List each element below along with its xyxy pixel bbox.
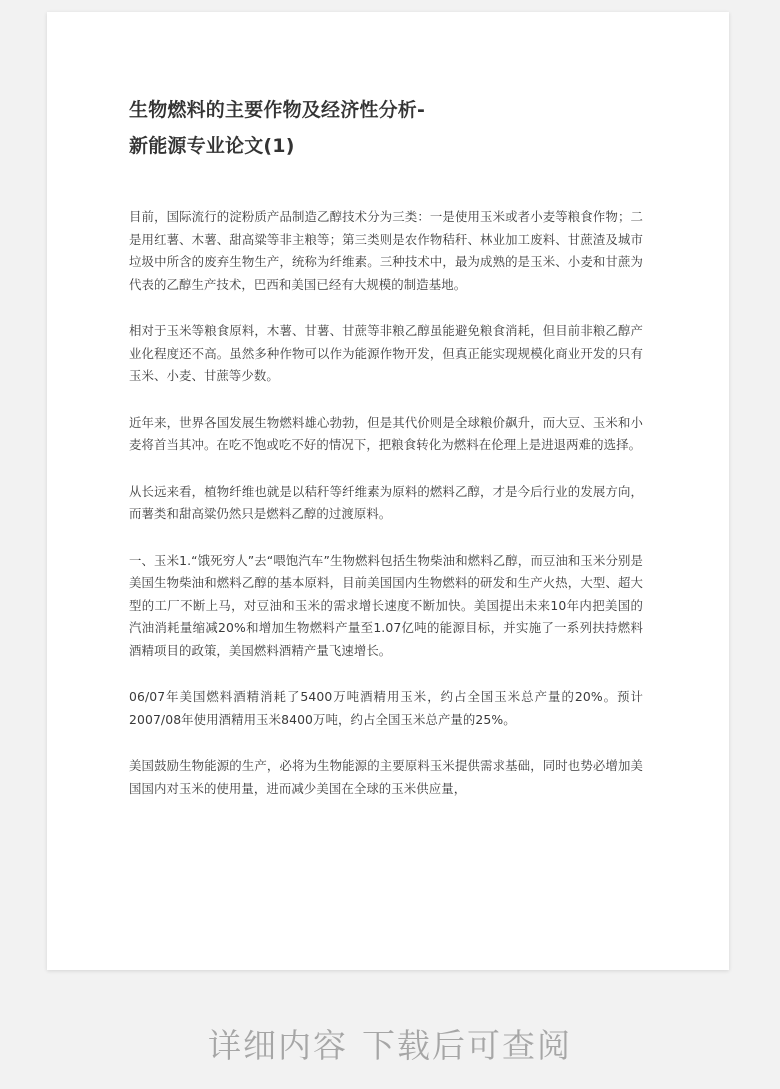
paragraph-3: 近年来，世界各国发展生物燃料雄心勃勃，但是其代价则是全球粮价飙升，而大豆、玉米和小麦将首当其冲。在吃不饱或吃不好的情况下，把粮食转化为燃料在伦理上是进退两难的选择。 [129,414,643,452]
title-line-2: 新能源专业论文(1) [129,135,295,157]
paragraph-7: 美国鼓励生物能源的生产，必将为生物能源的主要原料玉米提供需求基础，同时也势必增加美国国内对玉米的使用量，进而减少美国在全球的玉米供应量， [129,758,643,796]
paragraph-5: 一、玉米1.“饿死穷人”去“喂饱汽车”生物燃料包括生物柴油和燃料乙醇，而豆油和玉米分别是美国生物柴油和燃料乙醇的基本原料，目前美国国内生物燃料的研发和生产火热，大型、超大型的工厂不断上马，对豆油和玉米的需求增长速度不断加快。美国提出未来10年内把美国的汽油消耗量缩减20%和增加生物燃料产量至1.07亿吨的能源目标，并实施了一系列扶持燃料酒精项目的政策，美国燃料酒精产量飞速增长。 [129,552,643,658]
download-prompt[interactable] [0,1020,780,1067]
document-page [47,12,729,970]
download-prompt-part-1: 详细内容 [208,1026,348,1065]
paragraph-2: 相对于玉米等粮食原料，木薯、甘薯、甘蔗等非粮乙醇虽能避免粮食消耗，但目前非粮乙醇产业化程度还不高。虽然多种作物可以作为能源作物开发，但真正能实现规模化商业开发的只有玉米、小麦、甘蔗等少数。 [129,323,643,383]
title-line-1: 生物燃料的主要作物及经济性分析- [129,99,426,121]
paragraph-1: 目前，国际流行的淀粉质产品制造乙醇技术分为三类：一是使用玉米或者小麦等粮食作物；二是用红薯、木薯、甜高粱等非主粮等；第三类则是农作物秸秆、林业加工废料、甘蔗渣及城市垃圾中所含的废弃生物生产，统称为纤维素。三种技术中，最为成熟的是玉米、小麦和甘蔗为代表的乙醇生产技术，巴西和美国已经有大规模的制造基地。 [129,209,643,292]
document-title [129,92,643,164]
paragraph-4: 从长远来看，植物纤维也就是以秸秆等纤维素为原料的燃料乙醇，才是今后行业的发展方向，而薯类和甜高粱仍然只是燃料乙醇的过渡原料。 [129,483,643,521]
paragraph-6: 06/07年美国燃料酒精消耗了5400万吨酒精用玉米，约占全国玉米总产量的20%。预计2007/08年使用酒精用玉米8400万吨，约占全国玉米总产量的25%。 [129,689,643,727]
download-prompt-part-2: 下载后可查阅 [362,1026,572,1065]
